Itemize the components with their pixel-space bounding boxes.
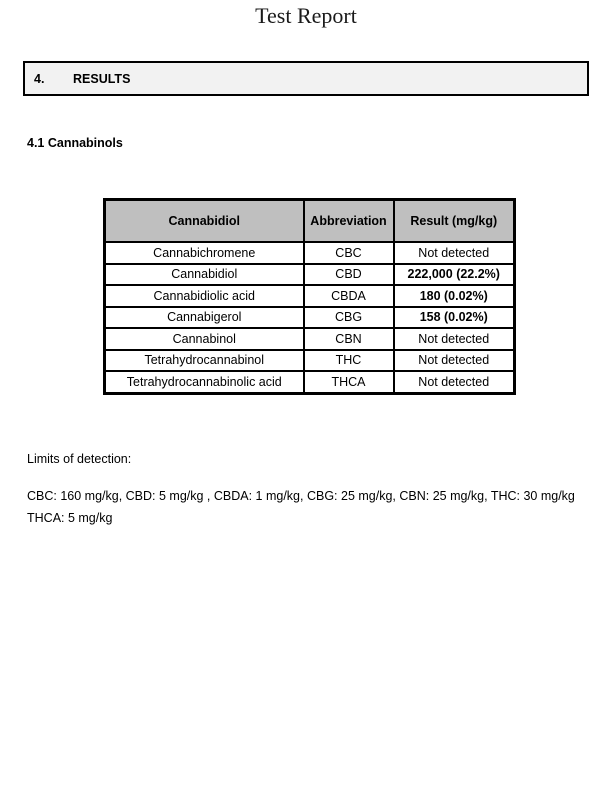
result-cell: 180 (0.02%)	[394, 285, 515, 307]
results-table-body	[105, 242, 515, 393]
cannabinoid-name-cell: Tetrahydrocannabinol	[105, 350, 304, 372]
header-result: Result (mg/kg)	[394, 200, 515, 243]
cannabinoid-name-cell: Cannabidiol	[105, 264, 304, 286]
table-row	[105, 242, 515, 264]
table-row	[105, 371, 515, 393]
section-number: 4.	[34, 71, 45, 86]
cannabinoid-name-cell: Cannabidiolic acid	[105, 285, 304, 307]
result-cell: 158 (0.02%)	[394, 307, 515, 329]
header-cannabinoid: Cannabidiol	[105, 200, 304, 243]
abbreviation-cell: THC	[304, 350, 394, 372]
table-row	[105, 285, 515, 307]
table-row	[105, 328, 515, 350]
abbreviation-cell: CBN	[304, 328, 394, 350]
result-cell: Not detected	[394, 328, 515, 350]
cannabinoid-name-cell: Cannabichromene	[105, 242, 304, 264]
result-cell: Not detected	[394, 242, 515, 264]
limits-of-detection-label: Limits of detection:	[27, 452, 132, 466]
limits-of-detection-values-line1: CBC: 160 mg/kg, CBD: 5 mg/kg , CBDA: 1 mg/kg, CBG: 25 mg/kg, CBN: 25 mg/kg, THC: 30 mg/kg	[27, 489, 575, 503]
table-row	[105, 264, 515, 286]
abbreviation-cell: CBC	[304, 242, 394, 264]
abbreviation-cell: CBDA	[304, 285, 394, 307]
abbreviation-cell: THCA	[304, 371, 394, 393]
result-cell: Not detected	[394, 371, 515, 393]
table-row	[105, 350, 515, 372]
subsection-title: 4.1 Cannabinols	[27, 136, 123, 150]
cannabinoid-name-cell: Cannabigerol	[105, 307, 304, 329]
cannabinoid-name-cell: Tetrahydrocannabinolic acid	[105, 371, 304, 393]
result-cell: Not detected	[394, 350, 515, 372]
table-header-row	[105, 200, 515, 243]
section-title: RESULTS	[73, 71, 131, 86]
abbreviation-cell: CBG	[304, 307, 394, 329]
header-abbreviation: Abbreviation	[304, 200, 394, 243]
result-cell: 222,000 (22.2%)	[394, 264, 515, 286]
document-title: Test Report	[255, 3, 357, 28]
limits-of-detection-values-line2: THCA: 5 mg/kg	[27, 511, 113, 525]
cannabinoid-name-cell: Cannabinol	[105, 328, 304, 350]
results-section-heading-box	[23, 61, 589, 96]
table-row	[105, 307, 515, 329]
cannabinoids-results-table	[103, 198, 516, 395]
results-table-header	[105, 200, 515, 243]
abbreviation-cell: CBD	[304, 264, 394, 286]
